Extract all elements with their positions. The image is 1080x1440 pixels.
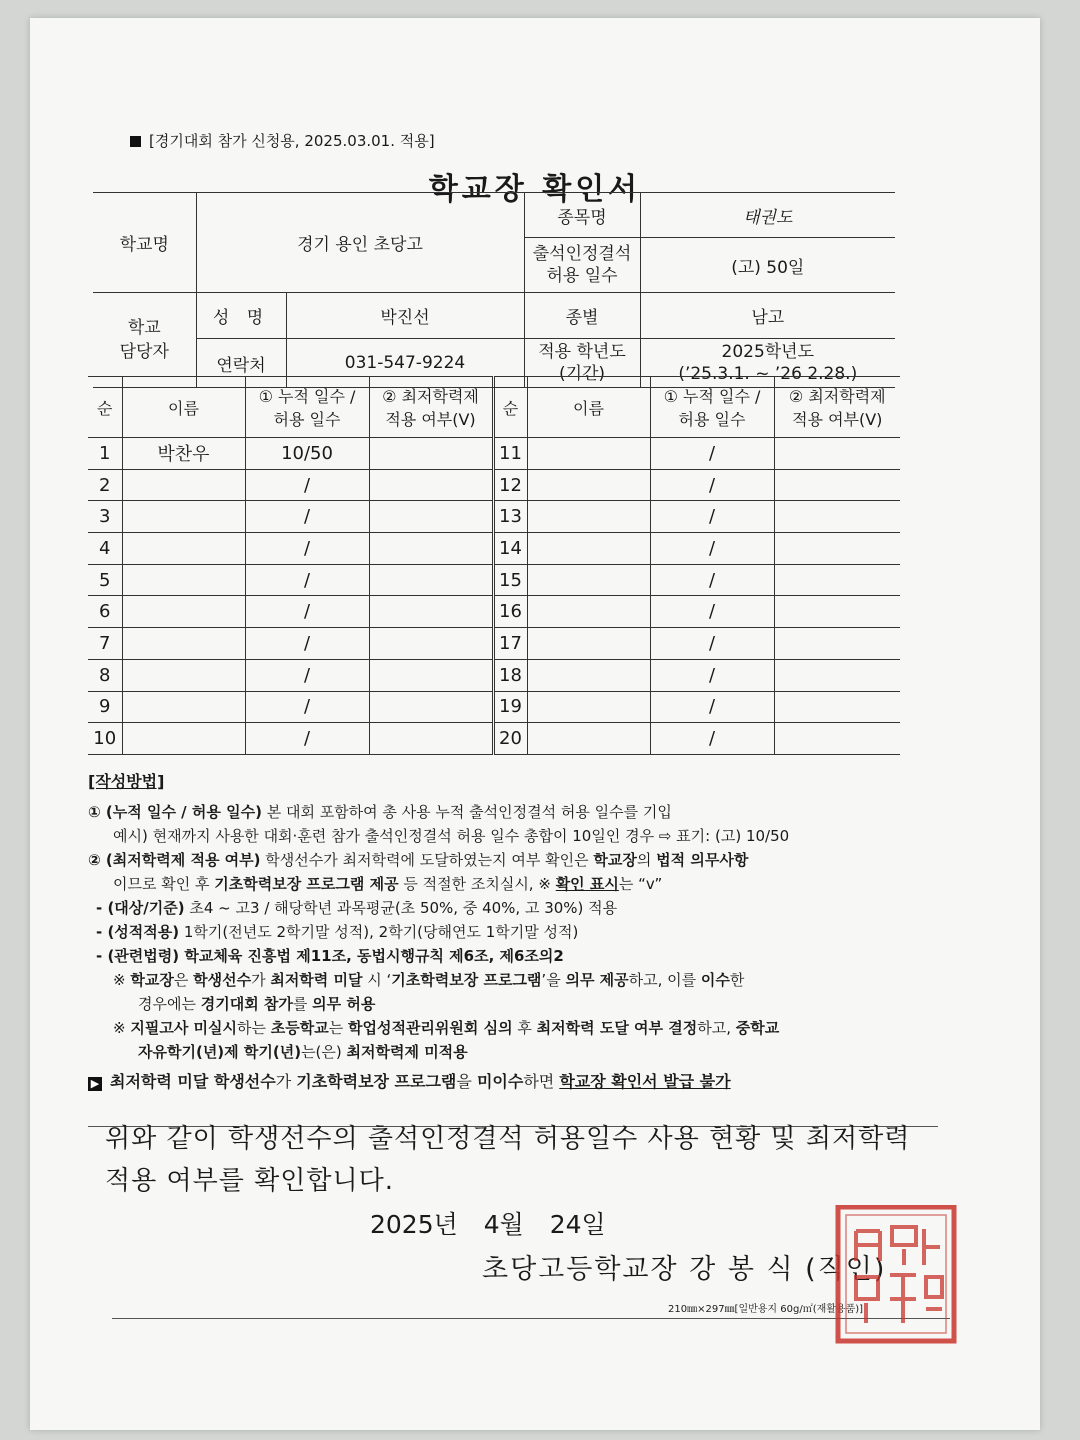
confirm-statement: 위와 같이 학생선수의 출석인정결석 허용일수 사용 현황 및 최저학력 적용 여부를 확인합니다. [105,1124,911,1196]
row-no-right: 20 [493,723,527,755]
school-label: 학교명 [93,193,196,293]
row-days-right: / [650,628,774,660]
guide-line-10-b3: 학업성적관리위원회 심의 [347,1019,513,1037]
guide-line-9-bold-2: 의무 허용 [312,995,376,1013]
row-days-right: / [650,564,774,596]
days-label-2: 허용 일수 [546,266,618,286]
guide-line-8-e: 시 ‘ [362,971,392,989]
header-min-right-2: 적용 여부(V) [792,410,883,429]
guide-line-10-c: 하는 [237,1019,271,1037]
row-days: / [245,691,369,723]
name-label: 성 명 [196,293,286,339]
row-days-right: / [650,469,774,501]
guide-line-8-b4: 기초학력보장 프로그램 [391,971,542,989]
row-no: 5 [88,564,122,596]
row-min [369,469,493,501]
guide-line-3-text-2: 의 [636,851,657,869]
header-note-text: [경기대회 참가 신청용, 2025.03.01. 적용] [149,132,435,150]
days-value: (고) 50일 [640,238,895,293]
guide-line-8-b3: 최저학력 미달 [270,971,363,989]
guide-line-10-a: ※ [113,1019,131,1037]
issue-date [370,1205,606,1241]
row-min-right [774,564,900,596]
sport-value: 태권도 [640,193,895,238]
guide-line-5-bold: - (대상/기준) [96,899,185,917]
row-min [369,628,493,660]
header-days-right-1: ① 누적 일수 / [663,387,761,406]
arrow-box-icon: ▶ [88,1077,102,1091]
row-no-right: 11 [493,438,527,470]
row-min [369,564,493,596]
guide-line-8 [88,968,908,992]
final-text-1: 가 [275,1072,297,1091]
row-days-right: / [650,438,774,470]
row-min-right [774,723,900,755]
row-name-right [527,438,650,470]
final-bold-3: 미이수 [476,1072,524,1091]
guide-line-7-text: 학교체육 진흥법 제11조, 동법시행규칙 제6조, 제6조의2 [179,947,564,965]
header-no-right: 순 [493,377,527,438]
row-no: 8 [88,659,122,691]
row-days: 10/50 [245,438,369,470]
header-min-right [774,377,900,438]
row-days-right: / [650,596,774,628]
guide-line-1-bold: ① (누적 일수 / 허용 일수) [88,803,262,821]
guide-line-10-b: 지필고사 미실시 [130,1019,237,1037]
guide-title: [작성방법] [88,772,165,791]
row-no: 9 [88,691,122,723]
row-name-right [527,469,650,501]
roster-table [88,376,900,755]
official-seal-icon [808,1205,958,1345]
signer-name: 초당고등학교장 강 봉 식 (직인) [482,1254,887,1285]
guide-line-7-bold: - (관련법령) [96,947,180,965]
writing-guide [88,770,908,1094]
guide-line-4-text-3: 는 “v” [618,875,663,893]
row-no: 6 [88,596,122,628]
year-label-2: (기간) [558,364,606,384]
sport-label: 종목명 [524,193,640,238]
row-min [369,533,493,565]
row-no-right: 17 [493,628,527,660]
guide-line-3 [88,848,908,872]
row-no-right: 12 [493,469,527,501]
row-name-right [527,628,650,660]
table-row [88,659,900,691]
phone-value: 031-547-9224 [286,339,524,388]
row-days: / [245,596,369,628]
row-min [369,723,493,755]
table-row [88,628,900,660]
row-min [369,596,493,628]
days-label [524,238,640,293]
paper-spec-footnote: 210㎜×297㎜[일반용지 60g/㎡(재활용품)] [668,1304,864,1315]
guide-line-8-f: ’을 [541,971,566,989]
row-no-right: 16 [493,596,527,628]
row-no: 4 [88,533,122,565]
row-min-right [774,659,900,691]
final-bold-1: 최저학력 미달 학생선수 [110,1072,276,1091]
guide-line-4-text-2: 등 적절한 조치실시, ※ [398,875,556,893]
row-no: 7 [88,628,122,660]
header-days-2: 허용 일수 [273,410,341,429]
name-value: 박진선 [286,293,524,339]
row-min-right [774,691,900,723]
table-row [88,564,900,596]
guide-line-10-b2: 초등학교 [270,1019,329,1037]
row-name-right [527,723,650,755]
row-name-right [527,659,650,691]
header-days-right-2: 허용 일수 [678,410,746,429]
phone-label: 연락처 [196,339,286,388]
row-days-right: / [650,501,774,533]
row-name-right [527,596,650,628]
period-value: (’25.3.1. ~ ’26 2.28.) [678,364,858,384]
row-min-right [774,533,900,565]
row-days: / [245,628,369,660]
row-name [122,691,245,723]
header-note [130,130,435,151]
row-name-right [527,564,650,596]
guide-line-11-bold-2: 최저학력제 미적용 [346,1043,468,1061]
row-min-right [774,469,900,501]
row-min [369,691,493,723]
guide-line-6-bold: - (성적적용) [96,923,180,941]
guide-line-10-f: 하고, [697,1019,736,1037]
row-name [122,501,245,533]
row-days: / [245,533,369,565]
row-days: / [245,723,369,755]
row-name-right [527,691,650,723]
row-days-right: / [650,659,774,691]
year-label-1: 적용 학년도 [538,342,626,362]
row-no: 10 [88,723,122,755]
row-min [369,501,493,533]
row-days-right: / [650,691,774,723]
table-row [88,723,900,755]
guide-line-3-text: 학생선수가 최저학력에 도달하였는지 여부 확인은 [260,851,594,869]
guide-line-4-bold: 기초학력보장 프로그램 제공 [214,875,399,893]
guide-line-10-d: 는 [328,1019,348,1037]
guide-line-1-text: 본 대회 포함하여 총 사용 누적 출석인정결석 허용 일수를 기입 [261,803,672,821]
final-bold-2: 기초학력보장 프로그램 [296,1072,457,1091]
guide-line-7 [88,944,908,968]
header-min-1: ② 최저학력제 [382,387,479,406]
table-row [88,533,900,565]
row-no-right: 14 [493,533,527,565]
row-days-right: / [650,533,774,565]
guide-line-10 [88,1016,908,1040]
guide-line-8-g: 하고, 이를 [628,971,701,989]
row-days: / [245,469,369,501]
row-name [122,533,245,565]
roster-header-row [88,377,900,438]
table-row [88,501,900,533]
row-no: 2 [88,469,122,501]
header-min-right-1: ② 최저학력제 [788,387,886,406]
table-row [88,691,900,723]
guide-line-8-h: 한 [729,971,745,989]
guide-line-5-text: 초4 ~ 고3 / 해당학년 과목평균(초 50%, 중 40%, 고 30%) 적용 [184,899,618,917]
row-name-right [527,501,650,533]
row-name [122,564,245,596]
row-no-right: 19 [493,691,527,723]
guide-line-3-bold-2: 학교장 [593,851,637,869]
guide-line-8-d: 가 [251,971,271,989]
header-days-right [650,377,774,438]
date-year: 2025년 [370,1210,458,1239]
row-no-right: 15 [493,564,527,596]
guide-line-9-text-2: 를 [292,995,313,1013]
header-no: 순 [88,377,122,438]
guide-line-6 [88,920,908,944]
row-days-right: / [650,723,774,755]
header-days-1: ① 누적 일수 / [258,387,356,406]
header-name: 이름 [122,377,245,438]
row-min-right [774,628,900,660]
guide-final-note [88,1070,908,1094]
guide-line-10-b5: 중학교 [735,1019,780,1037]
guide-line-4-text: 이므로 확인 후 [113,875,215,893]
guide-line-11 [88,1040,908,1064]
guide-line-8-b: 학교장 [130,971,174,989]
guide-line-8-b6: 이수 [700,971,730,989]
guide-line-9-text: 경우에는 [138,995,201,1013]
guide-line-1 [88,800,908,824]
guide-line-10-b4: 최저학력 도달 여부 결정 [536,1019,698,1037]
table-row [88,469,900,501]
document-title: 학교장 확인서 [428,172,642,207]
guide-line-9-bold: 경기대회 참가 [200,995,293,1013]
gender-label: 종별 [524,293,640,339]
header-min [369,377,493,438]
date-day: 24일 [549,1210,606,1239]
final-text-3: 하면 [523,1072,560,1091]
staff-label-2: 담당자 [119,342,169,362]
guide-line-11-text: 는(은) [301,1043,347,1061]
school-value: 경기 용인 초당고 [196,193,524,293]
header-days [245,377,369,438]
guide-line-8-b5: 의무 제공 [565,971,629,989]
row-no: 3 [88,501,122,533]
row-min-right [774,438,900,470]
date-month: 4월 [483,1210,524,1239]
guide-line-6-text: 1학기(전년도 2학기말 성적), 2학기(당해연도 1학기말 성적) [179,923,579,941]
row-name-right [527,533,650,565]
guide-line-3-bold-3: 법적 의무사항 [656,851,749,869]
row-days: / [245,659,369,691]
year-value-text: 2025학년도 [721,342,815,362]
table-row [88,596,900,628]
row-min [369,659,493,691]
gender-value: 남고 [640,293,895,339]
guide-line-9 [88,992,908,1016]
row-no: 1 [88,438,122,470]
guide-line-11-bold: 자유학기(년)제 학기(년) [138,1043,302,1061]
row-name [122,628,245,660]
table-row [88,438,900,470]
row-name: 박찬우 [122,438,245,470]
row-days: / [245,564,369,596]
final-text-2: 을 [456,1072,477,1091]
row-no-right: 13 [493,501,527,533]
guide-line-3-bold: ② (최저학력제 적용 여부) [88,851,261,869]
guide-line-10-e: 후 [512,1019,537,1037]
header-min-2: 적용 여부(V) [385,410,476,429]
row-no-right: 18 [493,659,527,691]
staff-label-1: 학교 [127,318,161,338]
guide-line-8-c: 은 [173,971,194,989]
staff-label [93,293,196,388]
days-label-1: 출석인정결석 [532,244,632,264]
row-min-right [774,501,900,533]
row-days: / [245,501,369,533]
row-name [122,596,245,628]
row-name [122,469,245,501]
square-bullet-icon [130,136,141,147]
guide-line-4-bold-2: 확인 표시 [555,875,619,893]
row-name [122,723,245,755]
header-name-right: 이름 [527,377,650,438]
guide-line-8-a: ※ [113,971,131,989]
row-name [122,659,245,691]
info-table [93,192,895,388]
final-underlined: 학교장 확인서 발급 불가 [559,1072,731,1091]
guide-line-8-b2: 학생선수 [193,971,252,989]
guide-line-2: 예시) 현재까지 사용한 대회·훈련 참가 출석인정결석 허용 일수 총합이 10일인 경우 ⇨ 표기: (고) 10/50 [113,827,790,845]
row-min-right [774,596,900,628]
guide-line-4 [88,872,908,896]
guide-line-5 [88,896,908,920]
row-min [369,438,493,470]
